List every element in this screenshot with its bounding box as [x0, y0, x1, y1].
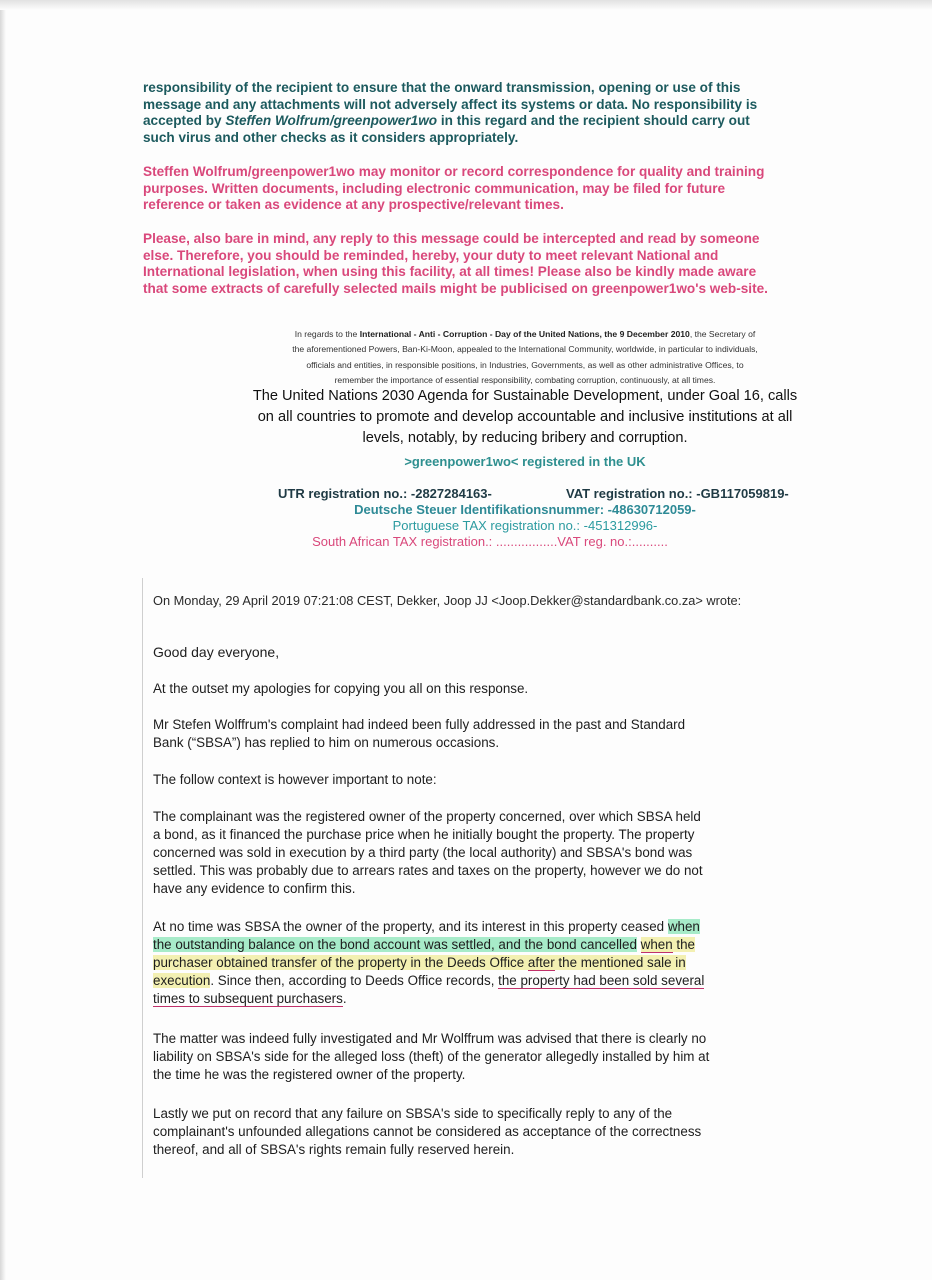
registered-uk: >greenpower1wo< registered in the UK — [404, 454, 646, 469]
paragraph-text: At no time was SBSA the owner of the property, and its interest in this property ceased — [153, 919, 668, 934]
monitoring-notice — [143, 164, 764, 214]
paragraph-line: have any evidence to confirm this. — [153, 881, 356, 896]
paragraph-line — [153, 972, 704, 990]
email-greeting: Good day everyone, — [153, 644, 280, 660]
statement-text: In regards to the — [294, 329, 360, 339]
notice-line: International legislation, when using this facility, at all times! Please also be kindly made aware — [143, 264, 757, 280]
green-highlight: when — [667, 919, 700, 934]
south-african-tax-id: South African TAX registration.: .................VAT reg. no.:.......... — [312, 534, 668, 549]
statement-line: remember the importance of essential responsibility, combating corruption, continuously, at all times. — [334, 374, 716, 385]
email-paragraph — [153, 808, 703, 898]
disclaimer-line — [143, 113, 757, 130]
statement-line: officials and entities, in responsible positions, in Industries, Governments, as well as other administrative Offices, to — [306, 359, 744, 370]
yellow-highlight: purchaser obtained transfer of the property in the Deeds Office — [153, 955, 528, 970]
paragraph-line: the time he was the registered owner of the property. — [153, 1067, 466, 1082]
red-underline: subsequent purchasers — [203, 991, 343, 1006]
goal16-statement — [225, 386, 825, 449]
email-paragraph — [153, 716, 685, 752]
email-paragraph: The follow context is however important to note: — [153, 772, 437, 787]
paragraph-line — [153, 918, 704, 936]
email-header: On Monday, 29 April 2019 07:21:08 CEST, Dekker, Joop JJ <Joop.Dekker@standardbank.co.za> wrote: — [153, 593, 742, 608]
paragraph-line: Lastly we put on record that any failure on SBSA's side to specifically reply to any of the — [153, 1106, 673, 1121]
yellow-highlight: the — [672, 937, 696, 952]
notice-line: else. Therefore, you should be reminded, hereby, your duty to meet relevant National and — [143, 247, 719, 263]
statement-text: , the Secretary of — [689, 329, 756, 339]
paragraph-text: . — [342, 991, 347, 1006]
sender-name: Steffen Wolfrum/greenpower1wo — [225, 113, 438, 129]
notice-line: purposes. Written documents, including electronic communication, may be filed for future — [143, 180, 726, 196]
paragraph-line — [153, 990, 704, 1008]
goal-line: levels, notably, by reducing bribery and corruption. — [362, 430, 688, 446]
yellow-highlight: execution — [153, 973, 211, 988]
interception-notice — [143, 231, 768, 297]
green-highlight: the outstanding balance on the bond account was settled, and the bond cancelled — [153, 937, 637, 952]
page-top-shadow — [0, 0, 932, 10]
paragraph-line: Mr Stefen Wolffrum's complaint had indeed been fully addressed in the past and Standard — [153, 717, 686, 732]
vat-registration: VAT registration no.: -GB117059819- — [566, 486, 789, 501]
goal-line: on all countries to promote and develop accountable and inclusive institutions at all — [257, 409, 793, 425]
paragraph-text: . Since then, according to Deeds Office records, — [210, 973, 499, 988]
notice-line: Steffen Wolfrum/greenpower1wo may monitor or record correspondence for quality and training — [143, 164, 765, 179]
paragraph-line: thereof, and all of SBSA's rights remain fully reserved herein. — [153, 1142, 515, 1157]
paragraph-line: settled. This was probably due to arrears rates and taxes on the property, however we do not — [153, 863, 703, 878]
statement-line: the aforementioned Powers, Ban-Ki-Moon, appealed to the International Community, worldwide, in particular to individuals, — [292, 344, 758, 355]
email-paragraph: At the outset my apologies for copying you all on this response. — [153, 681, 529, 696]
email-paragraph-highlighted — [153, 918, 704, 1008]
notice-line: that some extracts of carefully selected mails might be publicised on greenpower1wo's web-site. — [143, 280, 768, 296]
yellow-highlight: the mentioned sale in — [554, 955, 686, 970]
page-edge-shadow — [0, 0, 6, 1280]
disclaimer-line: such virus and other checks as it considers appropriately. — [143, 129, 519, 145]
red-underline: the property had been sold several — [498, 973, 705, 988]
paragraph-line: a bond, as it financed the purchase price when he initially bought the property. The property — [153, 827, 695, 842]
red-underline: times to — [153, 991, 204, 1006]
utr-registration: UTR registration no.: -2827284163- — [278, 486, 492, 501]
disclaimer-text: accepted by — [143, 113, 226, 129]
disclaimer-line: responsibility of the recipient to ensure that the onward transmission, opening or use of this — [143, 80, 741, 95]
paragraph-line: The matter was indeed fully investigated and Mr Wolffrum was advised that there is clearly no — [153, 1031, 707, 1046]
notice-line: reference or taken as evidence at any prospective/relevant times. — [143, 197, 564, 213]
underlined-highlight: after — [527, 955, 555, 970]
disclaimer-text: in this regard and the recipient should carry out — [437, 113, 750, 129]
paragraph-line: Bank (“SBSA”) has replied to him on numerous occasions. — [153, 735, 500, 750]
paragraph-line: complainant's unfounded allegations cannot be considered as acceptance of the correctness — [153, 1124, 702, 1139]
disclaimer-teal — [143, 80, 757, 146]
german-tax-id: Deutsche Steuer Identifikationsnummer: -48630712059- — [354, 502, 696, 517]
statement-line — [225, 327, 825, 342]
paragraph-line — [153, 936, 704, 954]
paragraph-line: concerned was sold in execution by a third party (the local authority) and SBSA's bond was — [153, 845, 693, 860]
quote-divider — [142, 578, 143, 1178]
email-paragraph — [153, 1105, 701, 1159]
anticorruption-statement — [225, 327, 825, 388]
statement-emphasis: International - Anti - Corruption - Day of the United Nations, the 9 December 2010 — [359, 329, 690, 339]
disclaimer-line: message and any attachments will not adversely affect its systems or data. No responsibility is — [143, 96, 758, 112]
paragraph-line: The complainant was the registered owner of the property concerned, over which SBSA held — [153, 809, 701, 824]
paragraph-line: liability on SBSA's side for the alleged loss (theft) of the generator allegedly installed by him at — [153, 1049, 710, 1064]
email-paragraph — [153, 1030, 709, 1084]
underlined-highlight: when — [640, 937, 673, 952]
paragraph-line — [153, 954, 704, 972]
portuguese-tax-id: Portuguese TAX registration no.: -451312996- — [392, 518, 658, 533]
notice-line: Please, also bare in mind, any reply to this message could be intercepted and read by someone — [143, 231, 760, 246]
goal-line: The United Nations 2030 Agenda for Sustainable Development, under Goal 16, calls — [252, 388, 798, 404]
